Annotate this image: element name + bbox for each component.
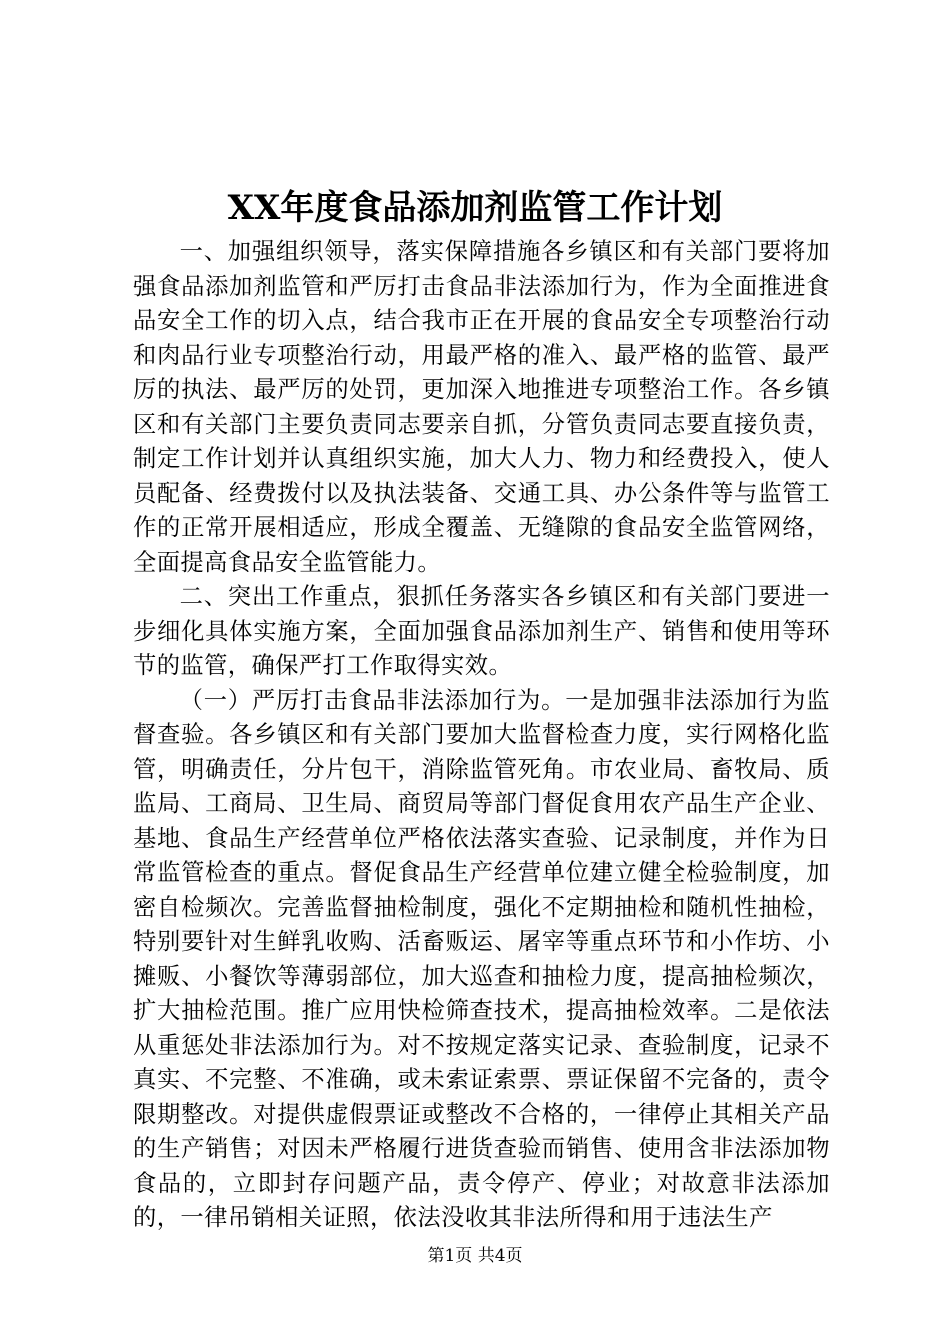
document-body xyxy=(133,235,830,1236)
paragraph-crackdown-illegal-additives: （一）严厉打击食品非法添加行为。一是加强非法添加行为监督查验。各乡镇区和有关部门要加大监督检查力度，实行网格化监管，明确责任，分片包干，消除监管死角。市农业局、畜牧局、质监局、工商局、卫生局、商贸局等部门督促食用农产品生产企业、基地、食品生产经营单位严格依法落实查验、记录制度，并作为日常监管检查的重点。督促食品生产经营单位建立健全检验制度，加密自检频次。完善监督抽检制度，强化不定期抽检和随机性抽检，特别要针对生鲜乳收购、活畜贩运、屠宰等重点环节和小作坊、小摊贩、小餐饮等薄弱部位，加大巡查和抽检力度，提高抽检频次，扩大抽检范围。推广应用快检筛查技术，提高抽检效率。二是依法从重惩处非法添加行为。对不按规定落实记录、查验制度，记录不真实、不完整、不准确，或未索证索票、票证保留不完备的，责令限期整改。对提供虚假票证或整改不合格的，一律停止其相关产品的生产销售；对因未严格履行进货查验而销售、使用含非法添加物食品的，立即封存问题产品，责令停产、停业；对故意非法添加的，一律吊销相关证照，依法没收其非法所得和用于违法生产 xyxy=(133,686,830,1231)
page-footer: 第1页 共4页 xyxy=(427,1246,523,1266)
paragraph-work-priorities: 二、突出工作重点，狠抓任务落实各乡镇区和有关部门要进一步细化具体实施方案，全面加强食品添加剂生产、销售和使用等环节的监管，确保严打工作取得实效。 xyxy=(133,583,830,679)
paragraph-organization-leadership: 一、加强组织领导，落实保障措施各乡镇区和有关部门要将加强食品添加剂监管和严厉打击食品非法添加行为，作为全面推进食品安全工作的切入点，结合我市正在开展的食品安全专项整治行动和肉品行业专项整治行动，用最严格的准入、最严格的监管、最严厉的执法、最严厉的处罚，更加深入地推进专项整治工作。各乡镇区和有关部门主要负责同志要亲自抓，分管负责同志要直接负责，制定工作计划并认真组织实施，加大人力、物力和经费投入，使人员配备、经费拨付以及执法装备、交通工具、办公条件等与监管工作的正常开展相适应，形成全覆盖、无缝隙的食品安全监管网络，全面提高食品安全监管能力。 xyxy=(133,238,830,576)
page-title: XX年度食品添加剂监管工作计划 xyxy=(227,188,723,228)
